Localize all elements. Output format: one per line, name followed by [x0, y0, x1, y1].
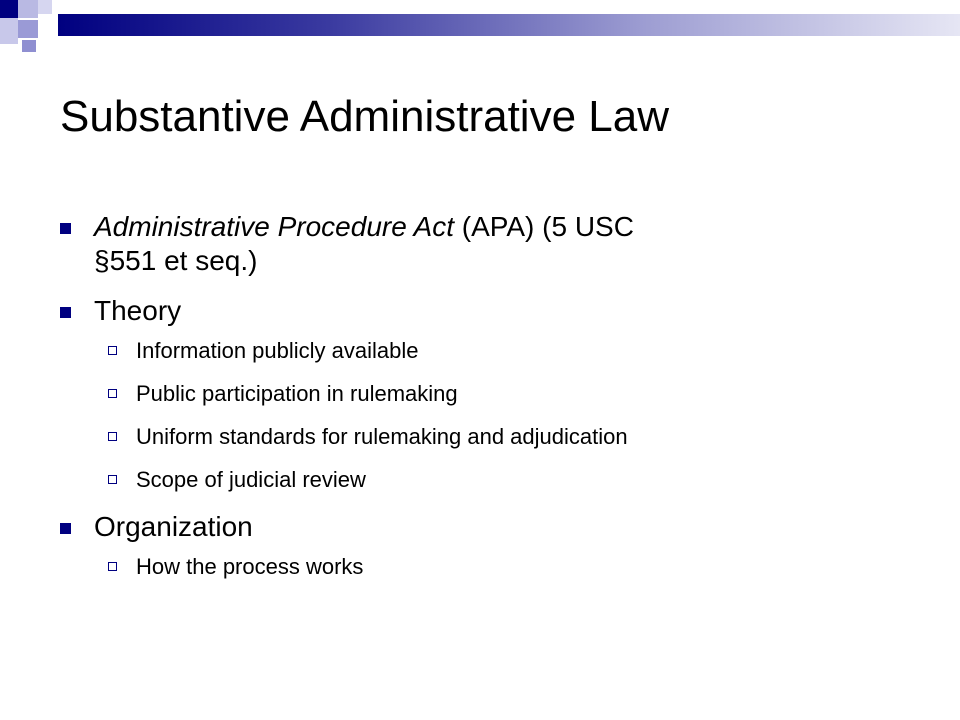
- decor-square-lavender: [38, 0, 52, 14]
- decor-square-lavender: [18, 20, 38, 38]
- hollow-square-icon: [108, 475, 117, 484]
- decor-square-lavender: [18, 0, 38, 18]
- hollow-square-icon: [108, 562, 117, 571]
- bullet-apa: [60, 210, 900, 278]
- bullet-apa-rest: (APA) (5 USC: [454, 211, 634, 242]
- sub-bullet: [60, 381, 900, 407]
- filled-square-icon: [60, 223, 71, 234]
- filled-square-icon: [60, 523, 71, 534]
- sub-bullet: [60, 467, 900, 493]
- sub-bullet-label: Information publicly available: [136, 338, 419, 363]
- sub-bullet-label: Uniform standards for rulemaking and adjudication: [136, 424, 628, 449]
- sub-bullet-label: Public participation in rulemaking: [136, 381, 458, 406]
- bullet-theory-label: Theory: [94, 295, 182, 326]
- filled-square-icon: [60, 307, 71, 318]
- header-gradient-bar: [58, 14, 960, 36]
- slide-body: [60, 210, 900, 597]
- decor-square-lavender: [22, 40, 36, 52]
- sub-bullet-label: How the process works: [136, 554, 364, 579]
- slide-title: Substantive Administrative Law: [60, 92, 669, 141]
- decor-square-navy: [0, 0, 18, 18]
- bullet-organization-label: Organization: [94, 511, 253, 542]
- bullet-apa-italic: Administrative Procedure Act: [94, 211, 454, 242]
- theory-subbullets: [60, 338, 900, 493]
- organization-subbullets: [60, 554, 900, 580]
- hollow-square-icon: [108, 346, 117, 355]
- header-decoration: [0, 0, 960, 60]
- bullet-apa-continuation: §551 et seq.): [94, 245, 258, 276]
- bullet-theory: [60, 294, 900, 328]
- hollow-square-icon: [108, 389, 117, 398]
- sub-bullet: [60, 554, 900, 580]
- sub-bullet-label: Scope of judicial review: [136, 467, 366, 492]
- decor-square-lavender: [0, 18, 18, 44]
- sub-bullet: [60, 338, 900, 364]
- sub-bullet: [60, 424, 900, 450]
- hollow-square-icon: [108, 432, 117, 441]
- bullet-organization: [60, 510, 900, 544]
